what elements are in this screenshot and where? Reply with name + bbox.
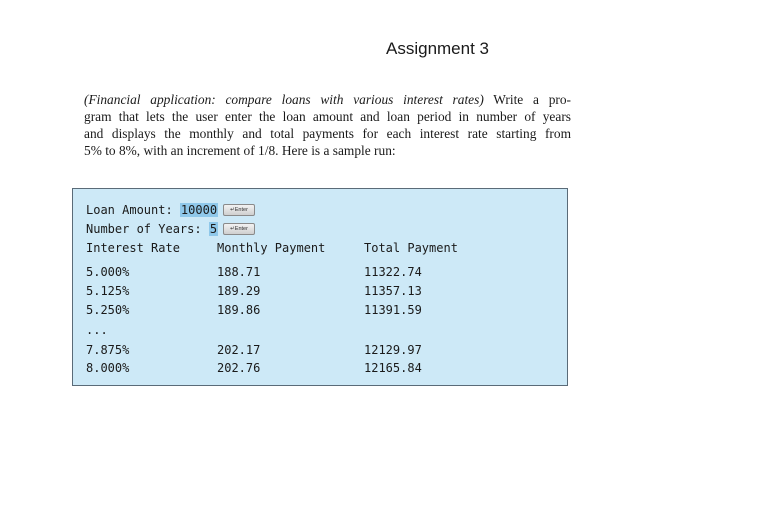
description-line-3: and displays the monthly and total payments for each interest rate starting from [84,126,571,141]
page-title: Assignment 3 [386,39,489,58]
total-payment-cell: 11391.59 [364,303,422,317]
interest-rate-cell: 5.000% [86,265,130,279]
header-total-payment: Total Payment [364,241,458,255]
loan-amount-label: Loan Amount: [86,203,180,217]
total-payment-cell: 11322.74 [364,265,422,279]
monthly-payment-cell: 189.29 [217,284,261,298]
loan-amount-prompt [86,202,255,218]
loan-amount-input[interactable]: 10000 [180,203,218,217]
total-payment-cell: 11357.13 [364,284,422,298]
years-label: Number of Years: [86,222,209,236]
description-line-1-rest: Write a pro- [483,92,571,107]
interest-rate-cell: 7.875% [86,343,130,357]
header-monthly-payment: Monthly Payment [217,241,326,255]
table-ellipsis: ... [86,323,108,337]
total-payment-cell: 12165.84 [364,361,422,375]
header-interest-rate: Interest Rate [86,241,180,255]
description-line-2: gram that lets the user enter the loan amount and loan period in number of years [84,109,571,124]
monthly-payment-cell: 202.76 [217,361,261,375]
description-italic-prefix: (Financial application: compare loans with various interest rates) [84,92,484,107]
monthly-payment-cell: 202.17 [217,343,261,357]
years-input[interactable]: 5 [209,222,218,236]
interest-rate-cell: 5.125% [86,284,130,298]
description-line-1 [84,91,571,108]
exercise-description [84,91,571,159]
total-payment-cell: 12129.97 [364,343,422,357]
interest-rate-cell: 5.250% [86,303,130,317]
monthly-payment-cell: 188.71 [217,265,261,279]
sample-run-console [72,188,568,386]
enter-button[interactable]: ↵Enter [223,223,255,235]
monthly-payment-cell: 189.86 [217,303,261,317]
interest-rate-cell: 8.000% [86,361,130,375]
description-line-4: 5% to 8%, with an increment of 1/8. Here is a sample run: [84,143,396,158]
enter-button[interactable]: ↵Enter [223,204,255,216]
years-prompt [86,221,255,237]
